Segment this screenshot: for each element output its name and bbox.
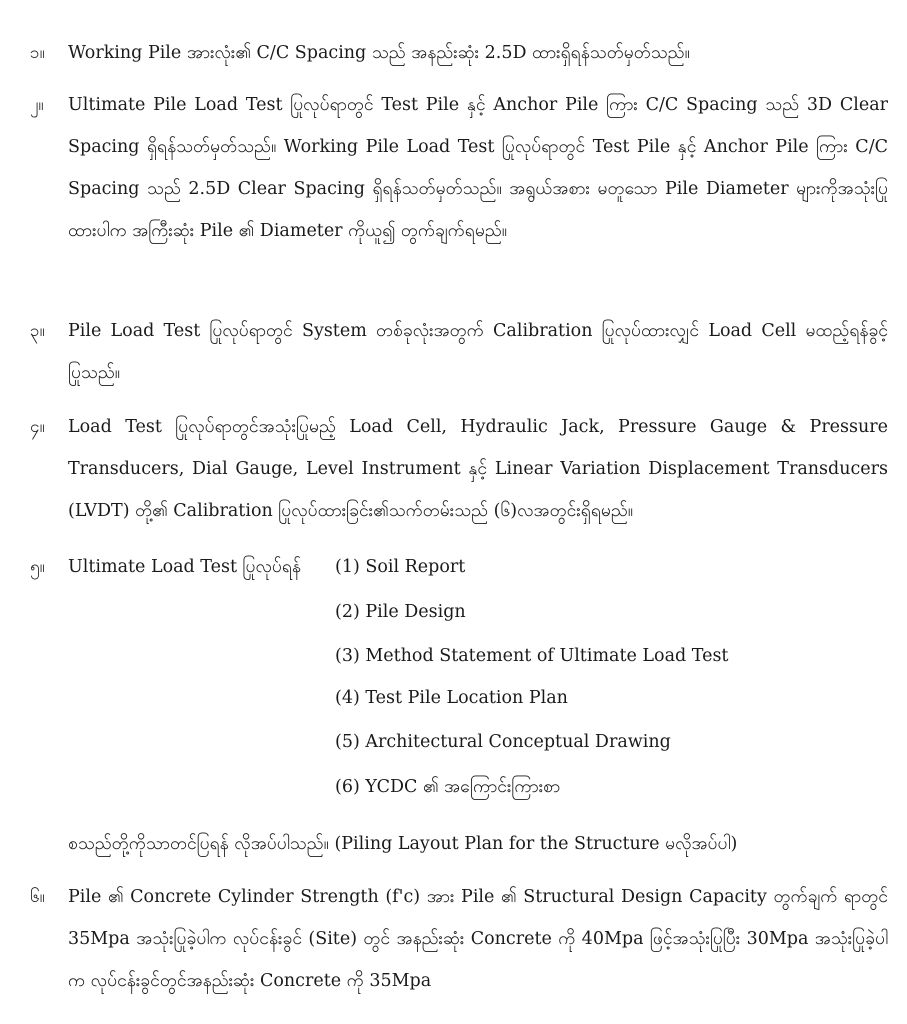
clause-number: ၄။: [30, 417, 45, 437]
document-item: (5) Architectural Conceptual Drawing: [335, 732, 671, 752]
clause-closing-text: စသည်တို့ကိုသာတင်ပြရန် လိုအပ်ပါသည်။ (Piling Layout Plan for the Structure မလိုအပ်ပါ): [68, 834, 738, 854]
document-item: (1) Soil Report: [335, 557, 466, 577]
document-item: (3) Method Statement of Ultimate Load Test: [335, 646, 729, 666]
clause-number: ၂။: [30, 95, 44, 115]
clause-number: ၁။: [30, 43, 45, 63]
clause-number: ၆။: [30, 887, 45, 907]
clause-text: Pile ၏ Concrete Cylinder Strength (f'c) အား Pile ၏ Structural Design Capacity တွက်ချက် ရာတွင် 35Mpa အသုံးပြုခဲ့ပါက လုပ်ငန်းခွင် (Site) တွင် အနည်းဆုံး Concrete ကို 40Mpa ဖြင့်အသုံးပြုပြီး 30Mpa အသုံးပြုခဲ့ပါက လုပ်ငန်းခွင်တွင်အနည်းဆုံး Concrete ကို 35Mpa: [68, 887, 888, 991]
clause-text: Load Test ပြုလုပ်ရာတွင်အသုံးပြုမည့် Load Cell, Hydraulic Jack, Pressure Gauge & Pressure Transducers, Dial Gauge, Level Instrument နှင့် Linear Variation Displacement Transducers (LVDT) တို့၏ Calibration ပြုလုပ်ထားခြင်း၏သက်တမ်းသည် (၆)လအတွင်းရှိရမည်။: [68, 417, 888, 521]
clause-text: Working Pile အားလုံး၏ C/C Spacing သည် အနည်းဆုံး 2.5D ထားရှိရန်သတ်မှတ်သည်။: [68, 43, 690, 63]
clause-number: ၅။: [30, 557, 45, 577]
document-item: (4) Test Pile Location Plan: [335, 688, 568, 708]
clause-text: Ultimate Pile Load Test ပြုလုပ်ရာတွင် Test Pile နှင့် Anchor Pile ကြား C/C Spacing သည် 3D Clear Spacing ရှိရန်သတ်မှတ်သည်။ Working Pile Load Test ပြုလုပ်ရာတွင် Test Pile နှင့် Anchor Pile ကြား C/C Spacing သည် 2.5D Clear Spacing ရှိရန်သတ်မှတ်သည်။ အရွယ်အစား မတူသော Pile Diameter များကိုအသုံးပြုထားပါက အကြီးဆုံး Pile ၏ Diameter ကိုယူ၍ တွက်ချက်ရမည်။: [68, 95, 888, 241]
clause-lead-text: Ultimate Load Test ပြုလုပ်ရန်: [68, 557, 301, 577]
document-item: (2) Pile Design: [335, 602, 466, 622]
clause-number: ၃။: [30, 321, 45, 341]
clause-text: Pile Load Test ပြုလုပ်ရာတွင် System တစ်ခုလုံးအတွက် Calibration ပြုလုပ်ထားလျှင် Load Cell မထည့်ရန်ခွင့်ပြုသည်။: [68, 321, 888, 383]
document-item: (6) YCDC ၏ အကြောင်းကြားစာ: [335, 777, 561, 797]
